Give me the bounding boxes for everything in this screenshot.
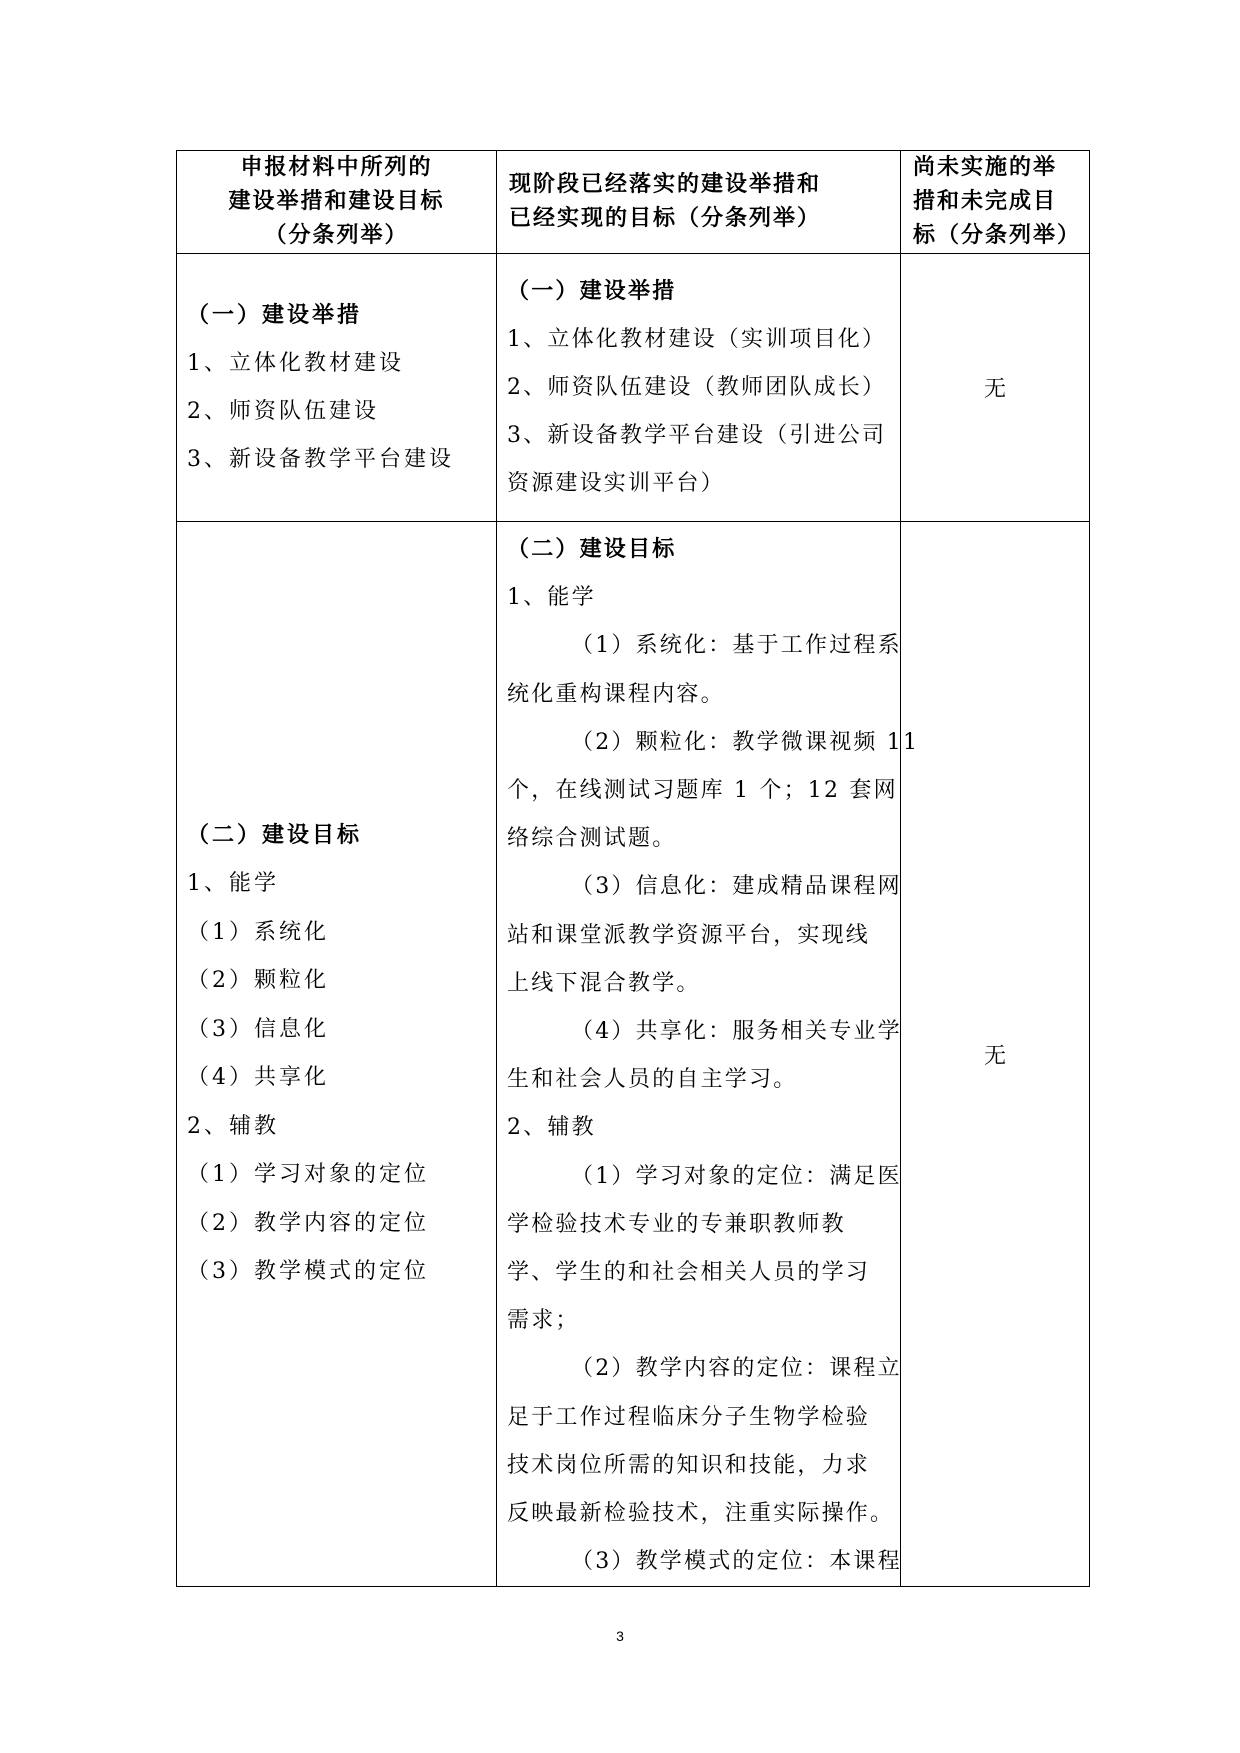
paragraph-line: 2、辅教	[507, 1115, 596, 1141]
implemented-measures-cell	[497, 254, 901, 522]
section-title: （一）建设举措	[187, 302, 363, 328]
list-item: （1）系统化	[187, 919, 329, 945]
section-title: （二）建设目标	[507, 537, 677, 562]
list-item: 3、新设备教学平台建设（引进公司	[507, 422, 887, 448]
paragraph-line: 生和社会人员的自主学习。	[507, 1067, 798, 1093]
paragraph-line: 反映最新检验技术，注重实际操作。	[507, 1501, 895, 1527]
header-line: （分条列举）	[264, 223, 409, 248]
header-line: 建设举措和建设目标	[228, 189, 445, 214]
paragraph-line: （1）学习对象的定位：满足医	[571, 1163, 902, 1189]
paragraph-line: 学、学生的和社会相关人员的学习	[507, 1260, 871, 1286]
page-number: 3	[616, 1628, 624, 1644]
header-line: 尚未实施的举	[913, 155, 1058, 180]
paragraph-line: 1、能学	[507, 585, 596, 611]
list-item: 2、师资队伍建设	[187, 398, 379, 424]
list-item: 1、立体化教材建设（实训项目化）	[507, 326, 887, 352]
implemented-goals-cell	[497, 522, 920, 1587]
planned-measures-cell	[177, 254, 497, 522]
list-item: （3）教学模式的定位	[187, 1259, 429, 1285]
table-row-goals	[177, 522, 1090, 1587]
paragraph-line: （3）教学模式的定位：本课程	[571, 1549, 902, 1575]
list-item: 1、能学	[187, 871, 279, 897]
paragraph-line: 站和课堂派教学资源平台，实现线	[507, 922, 871, 948]
pending-measures-cell: 无	[901, 254, 1090, 522]
header-cell-implemented	[497, 151, 901, 254]
paragraph-line: 统化重构课程内容。	[507, 681, 725, 707]
header-line: 标（分条列举）	[913, 223, 1082, 248]
paragraph-line: 络综合测试题。	[507, 826, 677, 852]
paragraph-line: 学检验技术专业的专兼职教师教	[507, 1211, 846, 1237]
list-item: （2）颗粒化	[187, 968, 329, 994]
header-line: 现阶段已经落实的建设举措和	[509, 172, 822, 197]
list-item: 资源建设实训平台）	[507, 470, 725, 496]
list-item: 2、师资队伍建设（教师团队成长）	[507, 374, 887, 400]
list-item: 3、新设备教学平台建设	[187, 446, 454, 472]
planned-goals-cell	[177, 522, 497, 1587]
paragraph-line: （3）信息化：建成精品课程网	[571, 874, 902, 900]
paragraph-line: （4）共享化：服务相关专业学	[571, 1019, 902, 1045]
list-item: （2）教学内容的定位	[187, 1210, 429, 1236]
paragraph-line: （2）教学内容的定位：课程立	[571, 1356, 902, 1382]
paragraph-line: 足于工作过程临床分子生物学检验	[507, 1404, 871, 1430]
list-item: 2、辅教	[187, 1113, 279, 1139]
paragraph-line: （2）颗粒化：教学微课视频 11	[571, 729, 920, 755]
list-item: （4）共享化	[187, 1065, 329, 1091]
list-item: （1）学习对象的定位	[187, 1162, 429, 1188]
paragraph-line: 需求；	[507, 1308, 580, 1334]
header-line: 措和未完成目	[913, 189, 1058, 214]
paragraph-line: 上线下混合教学。	[507, 970, 701, 996]
table-row-measures	[177, 254, 1090, 522]
pending-goals-cell: 无	[901, 522, 1090, 1587]
section-title: （一）建设举措	[507, 278, 677, 304]
header-line: 申报材料中所列的	[240, 155, 433, 180]
list-item: 1、立体化教材建设	[187, 350, 404, 376]
paragraph-line: （1）系统化：基于工作过程系	[571, 633, 902, 659]
header-line: 已经实现的目标（分条列举）	[509, 206, 822, 231]
header-cell-planned	[177, 151, 497, 254]
table-header-row	[177, 151, 1090, 254]
header-cell-pending	[901, 151, 1090, 254]
paragraph-line: 个，在线测试习题库 1 个；12 套网	[507, 778, 898, 804]
section-title: （二）建设目标	[187, 822, 363, 848]
list-item: （3）信息化	[187, 1016, 329, 1042]
report-table	[176, 150, 1090, 1587]
paragraph-line: 技术岗位所需的知识和技能，力求	[507, 1452, 871, 1478]
